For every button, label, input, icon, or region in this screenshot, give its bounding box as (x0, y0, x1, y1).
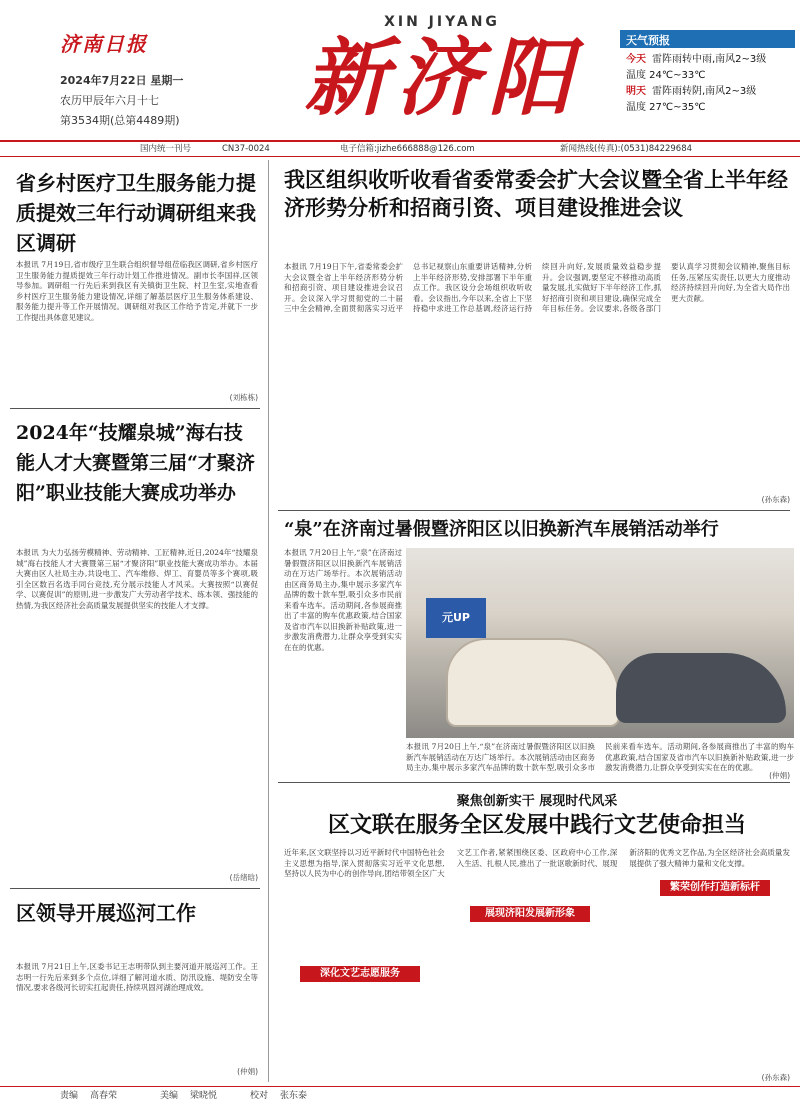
weather-tomorrow-temp: 温度 27℃~35℃ (626, 102, 706, 113)
masthead-pinyin: XIN JIYANG (384, 14, 500, 30)
center-divider-2 (278, 782, 790, 783)
a1-headline: 省乡村医疗卫生服务能力提质提效三年行动调研组来我区调研 (16, 171, 256, 255)
promo-sign: 元UP (426, 598, 486, 638)
car-dark (616, 653, 786, 723)
car-show-photo (406, 548, 794, 738)
left-divider-2 (10, 888, 260, 889)
culture-tag-3: 繁荣创作打造新标杆 (660, 880, 770, 896)
lead-body: 本报讯 7月19日下午,省委常委会扩大会议暨全省上半年经济形势分析和招商引资、项目建设推进会议召开。会议深入学习贯彻党的二十届三中全会精神,全面贯彻落实习近平总书记视察山东重要讲话精神,分析上半年经济形势,安排部署下半年重点工作。我区设分会场组织收听收看。会议指出,今年以来,全省上下坚持稳中求进工作总基调,经济运行持续回升向好,发展质量效益稳步提升。会议强调,要坚定不移推动高质量发展,扎实做好下半年经济工作,抓好招商引资和项目建设,确保完成全年目标任务。会议要求,各级各部门要认真学习贯彻会议精神,聚焦目标任务,压紧压实责任,以更大力度推动经济持续回升向好,为全省大局作出更大贡献。 (284, 262, 790, 313)
a1-body: 本报讯 7月19日,省市级疗卫生联合组织督导组莅临我区调研,省乡村医疗卫生服务能力提质提效三年行动计划工作推进情况。副市长李国祥,区领导参加。调研组一行先后来到我区有关镇街卫生院、村卫生室,实地查看乡村医疗卫生服务能力建设情况,详细了解基层医疗卫生服务体系建设、服务能力提升等工作开展情况。调研组对我区工作给予肯定,并就下一步工作提出具体意见建议。 (16, 260, 258, 322)
car-event-byline: (仲娟) (769, 771, 790, 780)
weather-today-desc: 雷阵雨转中雨,南风2~3级 (652, 54, 767, 65)
a2-body: 本报讯 为大力弘扬劳模精神、劳动精神、工匠精神,近日,2024年“技耀泉城”海右技能人才大赛暨第三届“才聚济阳”职业技能大赛成功举办。本届大赛由区人社局主办,共设电工、汽车维修、焊工、育婴员等多个赛项,吸引全区数百名选手同台竞技,充分展示技能人才风采。大赛按照“以赛促学、以赛促训”的原则,进一步激发广大劳动者学技术、练本领、强技能的热情,为我区经济社会高质量发展提供坚实的技能人才支撑。 (16, 548, 258, 610)
proofreader-label: 校对 (250, 1091, 269, 1101)
a3-body: 本报讯 7月21日上午,区委书记王志明带队到主要河道开展巡河工作。王志明一行先后来到多个点位,详细了解河道水质、防汛设施、堤防安全等情况,要求各级河长切实扛起责任,持续巩固河湖治理成效。 (16, 962, 258, 992)
culture-tag-1: 深化文艺志愿服务 (300, 966, 420, 982)
email: 电子信箱:jizhe666888@126.com (340, 144, 475, 154)
hotline: 新闻热线(传真):(0531)84229684 (560, 144, 693, 154)
weather-tomorrow-day: 明天 (626, 86, 646, 97)
jinan-daily-logo: 济南日报 (60, 32, 148, 56)
a2-headline: 2024年“技耀泉城”海右技能人才大赛暨第三届“才聚济阳”职业技能大赛成功举办 (16, 422, 255, 504)
editor-label: 责编 (60, 1091, 79, 1101)
masthead-title: 新济阳 (303, 28, 580, 127)
weather-today (620, 52, 795, 68)
proofreader-name: 张东泰 (280, 1091, 308, 1101)
a3-byline: (仲娟) (237, 1067, 258, 1076)
a3-headline: 区领导开展巡河工作 (16, 901, 196, 925)
serial-label: 国内统一刊号 (140, 144, 192, 154)
culture-headline: 区文联在服务全区发展中践行文艺使命担当 (327, 812, 746, 838)
car-event-body: 本报讯 7月20日上午,“泉”在济南过暑假暨济阳区以旧换新汽车展销活动在万达广场举行。本次展销活动由区商务局主办,集中展示多家汽车品牌的数十款车型,吸引众多市民前来看车选车。活动期间,各参展商推出了丰富的购车优惠政策,结合国家及省市汽车以旧换新补贴政策,进一步激发消费潜力,让群众享受到实实在在的优惠。 (284, 548, 402, 652)
designer-name: 梁晓悦 (190, 1091, 218, 1101)
serial-number: CN37-0024 (222, 144, 270, 154)
left-divider-1 (10, 408, 260, 409)
weather-today-temp: 温度 24℃~33℃ (626, 70, 706, 81)
weather-box (620, 30, 795, 116)
weather-tomorrow-desc: 雷阵雨转阴,南风2~3级 (652, 86, 757, 97)
meta-bar (0, 140, 800, 157)
masthead-title-block (262, 14, 622, 126)
culture-kicker: 聚焦创新实干 展现时代风采 (456, 794, 618, 809)
editor-name: 高春荣 (90, 1091, 118, 1101)
car-event-headline: “泉”在济南过暑假暨济阳区以旧换新汽车展销活动举行 (284, 519, 719, 540)
weather-today-day: 今天 (626, 54, 646, 65)
masthead-left (60, 28, 183, 131)
date-line: 2024年7月22日 星期一 (60, 74, 184, 87)
lead-byline: (孙东森) (761, 495, 790, 504)
weather-label: 天气预报 (620, 30, 795, 48)
column-rule-left (268, 160, 269, 1082)
center-divider-1 (278, 510, 790, 511)
car-event-body-continued: 本报讯 7月20日上午,“泉”在济南过暑假暨济阳区以旧换新汽车展销活动在万达广场举行。本次展销活动由区商务局主办,集中展示多家汽车品牌的数十款车型,吸引众多市民前来看车选车。活动期间,各参展商推出了丰富的购车优惠政策,结合国家及省市汽车以旧换新补贴政策,进一步激发消费潜力,让群众享受到实实在在的优惠。 (406, 742, 794, 772)
culture-tag-2: 展现济阳发展新形象 (470, 906, 590, 922)
lead-headline: 我区组织收听收看省委常委会扩大会议暨全省上半年经济形势分析和招商引资、项目建设推进会议 (284, 167, 788, 220)
a2-byline: (岳绪晗) (229, 873, 258, 882)
culture-byline: (孙东森) (761, 1073, 790, 1082)
weather-tomorrow (620, 84, 795, 100)
lunar-date: 农历甲辰年六月十七 (60, 94, 159, 107)
footer-credits (0, 1086, 800, 1105)
culture-body: 近年来,区文联坚持以习近平新时代中国特色社会主义思想为指导,深入贯彻落实习近平文化思想,坚持以人民为中心的创作导向,团结带领全区广大文艺工作者,紧紧围绕区委、区政府中心工作,深入生活、扎根人民,推出了一批讴歌新时代、展现新济阳的优秀文艺作品,为全区经济社会高质量发展提供了强大精神力量和文化支撑。 (284, 848, 790, 878)
car-white (446, 638, 620, 727)
designer-label: 美编 (160, 1091, 179, 1101)
issue-number: 第3534期(总第4489期) (60, 114, 180, 127)
a1-byline: (刘栋栋) (229, 393, 258, 402)
